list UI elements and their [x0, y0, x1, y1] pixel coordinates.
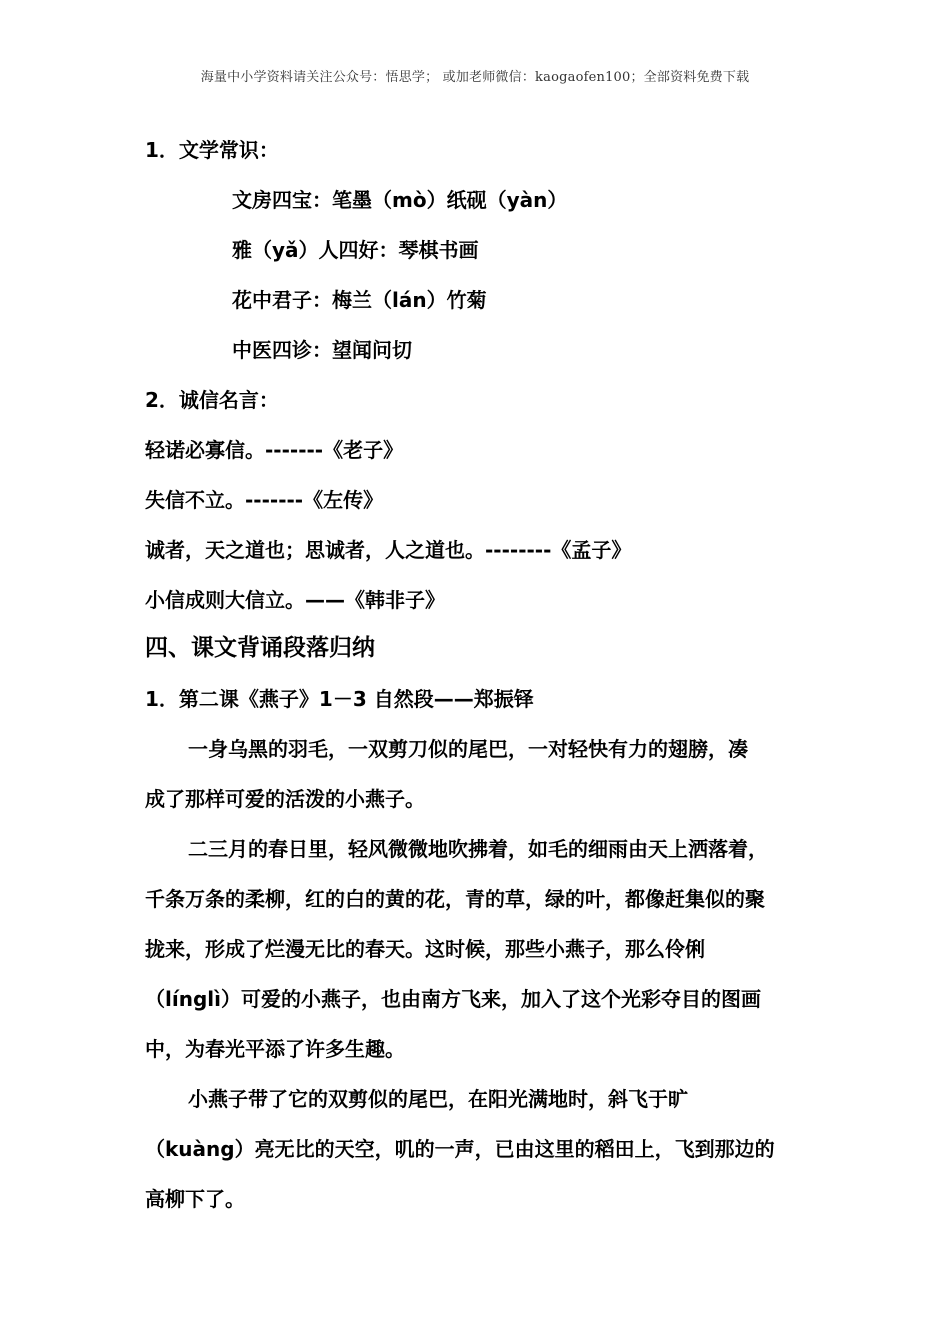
literature-item: 文房四宝：笔墨（mò）纸砚（yàn）: [232, 188, 568, 212]
section-heading: 四、课文背诵段落归纳: [145, 635, 375, 661]
quote-line: 轻诺必寡信。-------《老子》: [145, 438, 404, 462]
text-line: 成了那样可爱的活泼的小燕子。: [145, 787, 425, 811]
text-line: 一身乌黑的羽毛，一双剪刀似的尾巴，一对轻快有力的翅膀，凑: [188, 737, 748, 761]
text-line: 千条万条的柔柳，红的白的黄的花，青的草，绿的叶，都像赶集似的聚: [145, 887, 765, 911]
literature-item: 雅（yǎ）人四好：琴棋书画: [232, 238, 479, 262]
text-line: （línglì）可爱的小燕子，也由南方飞来，加入了这个光彩夺目的图画: [145, 987, 761, 1011]
text-line: 二三月的春日里，轻风微微地吹拂着，如毛的细雨由天上洒落着，: [188, 837, 768, 861]
quote-line: 诚者，天之道也；思诚者，人之道也。--------《孟子》: [145, 538, 632, 562]
lesson-title: 1．第二课《燕子》1－3 自然段——郑振铎: [145, 687, 534, 711]
page-header: 海量中小学资料请关注公众号：悟思学； 或加老师微信：kaogaofen100；全部资料免费下载: [200, 70, 750, 85]
quote-line: 失信不立。-------《左传》: [145, 488, 384, 512]
text-line: 小燕子带了它的双剪似的尾巴，在阳光满地时，斜飞于旷: [188, 1087, 688, 1111]
text-line: 拢来，形成了烂漫无比的春天。这时候，那些小燕子，那么伶俐: [145, 937, 705, 961]
literature-item: 中医四诊：望闻问切: [232, 338, 412, 362]
section-quotes-title: 2．诚信名言：: [145, 388, 279, 412]
text-line: 中，为春光平添了许多生趣。: [145, 1037, 405, 1061]
text-line: 高柳下了。: [145, 1187, 245, 1211]
text-line: （kuàng）亮无比的天空，叽的一声，已由这里的稻田上，飞到那边的: [145, 1137, 775, 1161]
section-literature-title: 1．文学常识：: [145, 138, 279, 162]
literature-item: 花中君子：梅兰（lán）竹菊: [232, 288, 487, 312]
quote-line: 小信成则大信立。——《韩非子》: [145, 588, 445, 612]
